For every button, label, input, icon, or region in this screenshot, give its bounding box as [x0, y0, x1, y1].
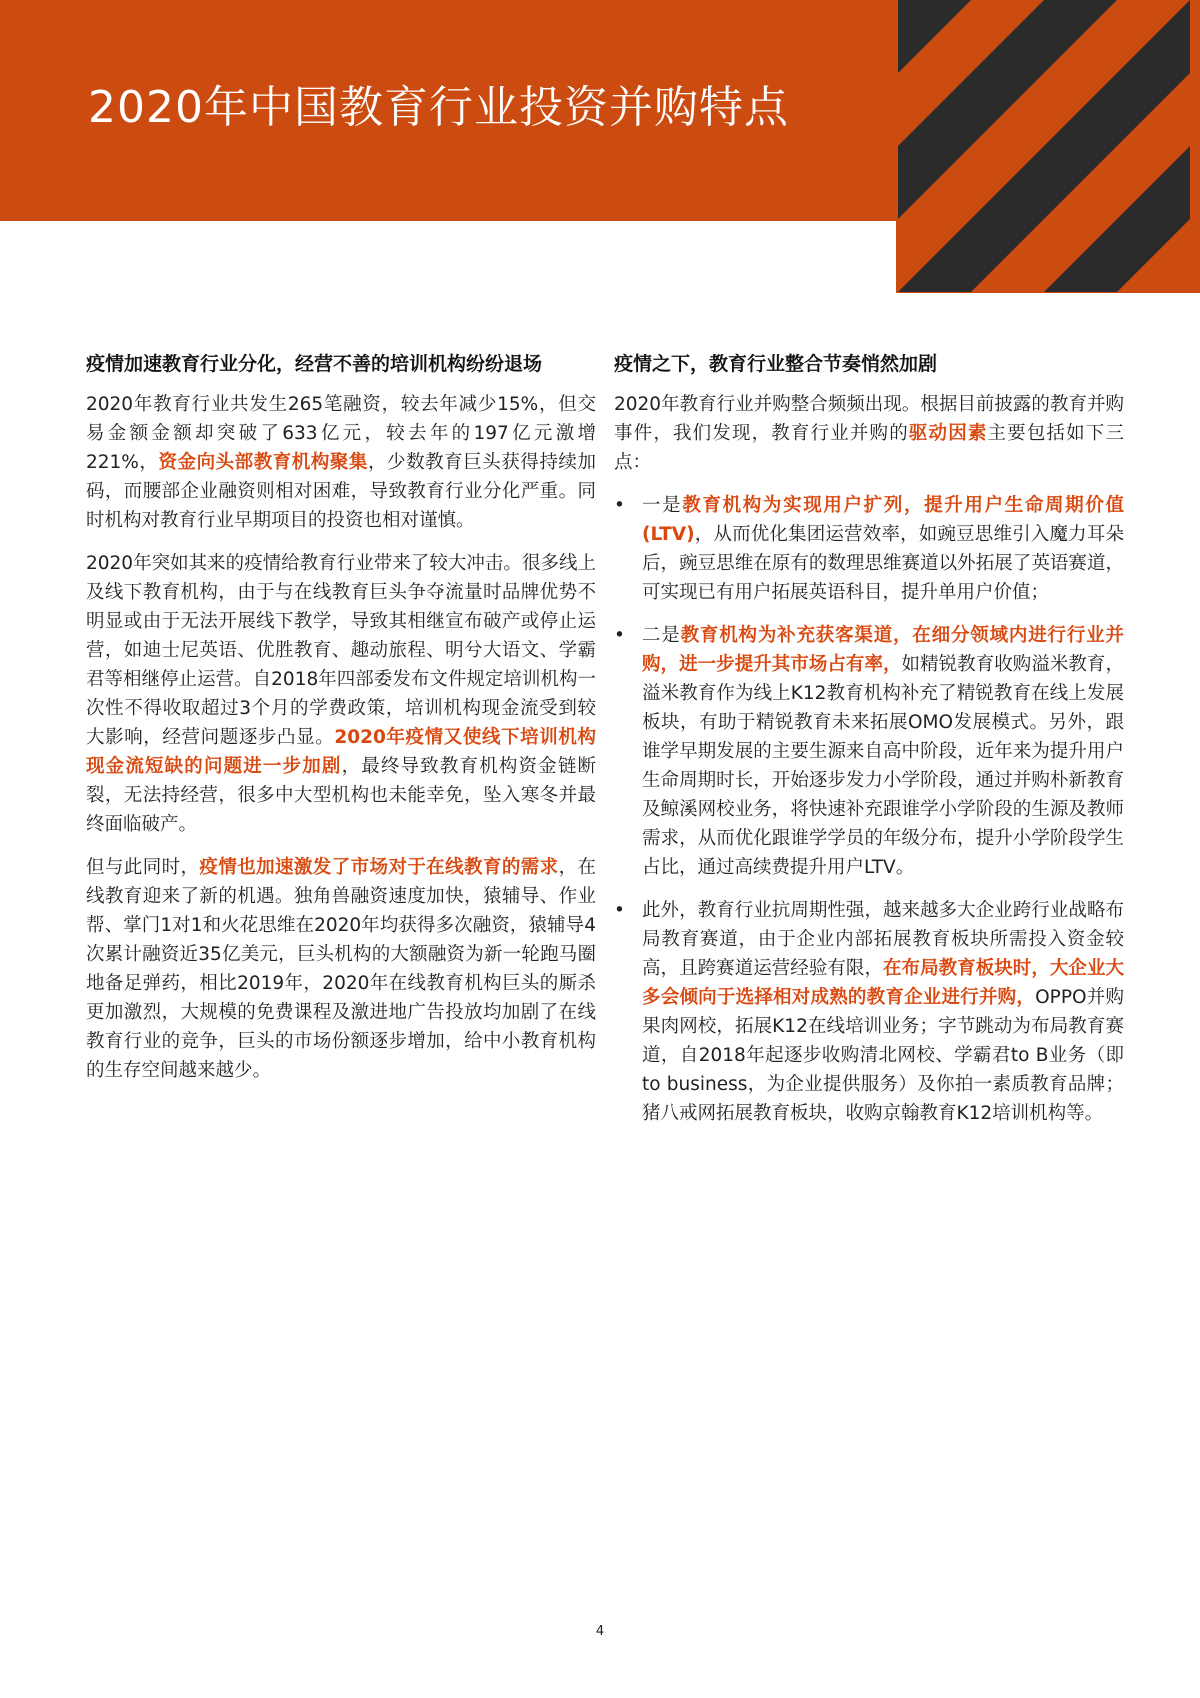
body-text: 2020年教育行业并购整合频频出现。根据目前披露的教育并购事件，我们发现，教育行业并购的: [614, 394, 1124, 444]
highlighted-text: 驱动因素: [908, 423, 988, 444]
driver-item-1-text: [642, 495, 1124, 603]
driver-item-3: [614, 896, 1124, 1128]
bullet-icon: •: [614, 625, 625, 646]
page-title: 2020年中国教育行业投资并购特点: [88, 82, 789, 133]
body-text: 2020年突如其来的疫情给教育行业带来了较大冲击。很多线上及线下教育机构，由于与在线教育巨头争夺流量时品牌优势不明显或由于无法开展线下教学，导致其相继宣布破产或停止运营，如迪士尼英语、优胜教育、趣动旅程、明兮大语文、学霸君等相继停止运营。自2018年四部委发布文件规定培训机构一次性不得收取超过3个月的学费政策，培训机构现金流受到较大影响，经营问题逐步凸显。: [86, 553, 596, 748]
left-paragraph-1: [86, 390, 596, 535]
driver-list: [614, 491, 1124, 1128]
bullet-icon: •: [614, 495, 625, 516]
driver-item-3-text: [642, 900, 1124, 1124]
left-paragraph-3: [86, 853, 596, 1085]
body-text: 主要包括如下三点：: [614, 423, 1124, 473]
body-text: OPPO并购果肉网校，拓展K12在线培训业务；字节跳动为布局教育赛道，自2018年起逐步收购清北网校、学霸君to B业务（即to business，为企业提供服务）及你拍一素质教育品牌；猪八戒网拓展教育板块，收购京翰教育K12培训机构等。: [642, 987, 1124, 1124]
body-text: ，在线教育迎来了新的机遇。独角兽融资速度加快，猿辅导、作业帮、掌门1对1和火花思维在2020年均获得多次融资，猿辅导4次累计融资近35亿美元，巨头机构的大额融资为新一轮跑马圈地备足弹药，相比2019年，2020年在线教育机构巨头的厮杀更加激烈，大规模的免费课程及激进地广告投放均加剧了在线教育行业的竞争，巨头的市场份额逐步增加，给中小教育机构的生存空间越来越少。: [86, 857, 596, 1081]
body-text: 但与此同时，: [86, 857, 200, 878]
driver-item-2-text: [642, 625, 1124, 878]
highlighted-text: 教育机构为补充获客渠道，在细分领域内进行行业并购，进一步提升其市场占有率，: [642, 625, 1124, 675]
decorative-triangle-pattern: [896, 0, 1200, 293]
body-text: 此外，教育行业抗周期性强，越来越多大企业跨行业战略布局教育赛道，由于企业内部拓展教育板块所需投入资金较高，且跨赛道运营经验有限，: [642, 900, 1124, 979]
body-text: 2020年教育行业共发生265笔融资，较去年减少15%，但交易金额金额却突破了633亿元，较去年的197亿元激增221%，: [86, 394, 596, 473]
driver-item-1: [614, 491, 1124, 607]
body-text: 一是: [642, 495, 683, 516]
highlighted-text: 教育机构为实现用户扩列，提升用户生命周期价值(LTV): [642, 495, 1124, 545]
left-heading: 疫情加速教育行业分化，经营不善的培训机构纷纷退场: [86, 353, 543, 375]
left-column: [86, 350, 596, 1099]
page-number: 4: [595, 1624, 605, 1639]
driver-item-2: [614, 621, 1124, 882]
left-paragraph-2: [86, 549, 596, 839]
highlighted-text: 在布局教育板块时，大企业大多会倾向于选择相对成熟的教育企业进行并购，: [642, 958, 1124, 1008]
right-intro-paragraph: [614, 390, 1124, 477]
body-text: 二是: [642, 625, 681, 646]
highlighted-text: 疫情也加速激发了市场对于在线教育的需求: [199, 857, 559, 878]
right-heading: 疫情之下，教育行业整合节奏悄然加剧: [614, 353, 938, 375]
highlighted-text: 资金向头部教育机构聚集: [158, 452, 368, 473]
body-text: ，最终导致教育机构资金链断裂，无法持经营，很多中大型机构也未能幸免，坠入寒冬并最终面临破产。: [86, 756, 596, 835]
body-text: ，从而优化集团运营效率，如豌豆思维引入魔力耳朵后，豌豆思维在原有的数理思维赛道以外拓展了英语赛道，可实现已有用户拓展英语科目，提升单用户价值；: [642, 524, 1124, 603]
bullet-icon: •: [614, 900, 625, 921]
highlighted-text: 2020年疫情又使线下培训机构现金流短缺的问题进一步加剧: [86, 727, 596, 777]
body-text: ，少数教育巨头获得持续加码，而腰部企业融资则相对困难，导致教育行业分化严重。同时机构对教育行业早期项目的投资也相对谨慎。: [86, 452, 596, 531]
right-column: [614, 350, 1124, 1142]
body-text: 如精锐教育收购溢米教育，溢米教育作为线上K12教育机构补充了精锐教育在线上发展板块，有助于精锐教育未来拓展OMO发展模式。另外，跟谁学早期发展的主要生源来自高中阶段，近年来为提升用户生命周期时长，开始逐步发力小学阶段，通过并购朴新教育及鲸溪网校业务，将快速补充跟谁学小学阶段的生源及教师需求，从而优化跟谁学学员的年级分布，提升小学阶段学生占比，通过高续费提升用户LTV。: [642, 654, 1124, 878]
